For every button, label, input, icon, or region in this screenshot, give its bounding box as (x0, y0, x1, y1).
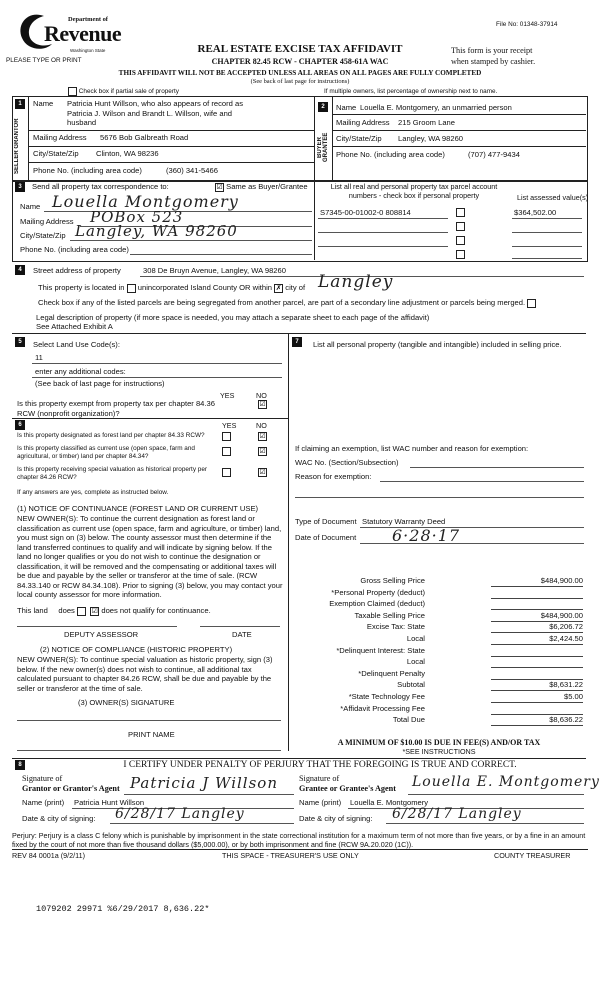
legal-description-label: Legal description of property (if more space is needed, you may attach a separate sheet to each page of the affidavit) (36, 313, 430, 322)
tax-row (295, 599, 585, 611)
tax-row-value[interactable] (491, 646, 583, 657)
located-in-row: This property is located in unincorporated Island County OR within ✗ city of (38, 283, 306, 292)
forest-q3-no[interactable]: ☑ (259, 469, 266, 476)
tax-row-value[interactable] (491, 669, 583, 680)
county-treasurer-label: COUNTY TREASURER (494, 851, 571, 860)
tax-row-label: Subtotal (397, 680, 425, 690)
please-type-label: PLEASE TYPE OR PRINT (6, 57, 82, 64)
corr-mailing-label: Mailing Address (20, 217, 74, 226)
personal-property-label: List all personal property (tangible and intangible) included in selling price. (313, 340, 562, 349)
assessed-value-label: List assessed value(s) (517, 193, 589, 202)
tax-row (295, 576, 585, 588)
no-header-5: NO (256, 391, 267, 400)
tax-row (295, 669, 585, 681)
tax-row (295, 634, 585, 646)
yes-header-5: YES (220, 391, 235, 400)
segregated-row: Check box if any of the listed parcels are being segregated from another parcel, are part of a secondary line adjustment or parcels being merged. (38, 298, 584, 308)
forest-question-2: Is this property classified as current use (open space, farm and agricultural, or timber) land per chapter 84.34? (17, 445, 195, 460)
grantor-name-print[interactable]: Patricia Hunt Willson (74, 798, 145, 807)
deputy-assessor-label: DEPUTY ASSESSOR (64, 630, 139, 639)
tax-row (295, 680, 585, 692)
tax-row-value[interactable] (491, 704, 583, 715)
seller-mailing-value[interactable]: 5676 Bob Galbreath Road (100, 133, 189, 142)
legal-description-value[interactable]: See Attached Exhibit A (36, 322, 113, 331)
receipt-note-1: This form is your receipt (451, 46, 533, 55)
doc-date-handwritten[interactable]: 6·28·17 (392, 526, 461, 545)
corr-mailing-handwritten[interactable]: POBox 523 (90, 208, 184, 226)
buyer-mailing-value[interactable]: 215 Groom Lane (398, 118, 455, 127)
doc-type-value[interactable]: Statutory Warranty Deed (362, 517, 446, 526)
land-use-see-back: (See back of last page for instructions) (35, 379, 165, 388)
qualify-row: This land does ☑ does not qualify for continuance. (17, 606, 211, 615)
correspondence-label: Send all property tax correspondence to: (32, 182, 169, 191)
tax-row-value[interactable]: $8,631.22 (491, 680, 583, 691)
forest-q2-yes[interactable] (222, 447, 231, 456)
land-use-code[interactable]: 11 (35, 353, 43, 362)
yes-header-6: YES (222, 421, 237, 430)
seller-phone-label: Phone No. (including area code) (33, 166, 142, 175)
forest-q1-yes[interactable] (222, 432, 231, 441)
completion-warning: THIS AFFIDAVIT WILL NOT BE ACCEPTED UNLESS ALL AREAS ON ALL PAGES ARE FULLY COMPLETED (118, 69, 482, 77)
buyer-phone-value[interactable]: (707) 477-9434 (468, 150, 520, 159)
no-header-6: NO (256, 421, 267, 430)
street-address-label: Street address of property (33, 266, 121, 275)
grantee-name-print[interactable]: Louella E. Montgomery (350, 798, 429, 807)
tax-row-label: Local (406, 633, 425, 643)
seller-city-label: City/State/Zip (33, 149, 79, 158)
tax-row (295, 657, 585, 669)
parcel-list-header: List all real and personal property tax parcel account numbers - check box if personal property (330, 182, 498, 200)
notice-continuance-title: (1) NOTICE OF CONTINUANCE (FOREST LAND OR CURRENT USE) (17, 504, 259, 513)
tax-row-label: *Delinquent Interest: State (336, 645, 425, 655)
tax-row-value[interactable]: $5.00 (491, 692, 583, 703)
parcel-number-1[interactable]: S7345-00-01002-0 808814 (320, 208, 411, 217)
tax-row-value[interactable]: $8,636.22 (491, 715, 583, 726)
form-title: REAL ESTATE EXCISE TAX AFFIDAVIT (197, 43, 403, 55)
tax-row-label: *Delinquent Penalty (358, 668, 425, 678)
section-8-badge: 8 (15, 760, 25, 770)
forest-question-3: Is this property receiving special valuation as historical property per chapter 84.26 RCW? (17, 466, 208, 481)
seller-name-label: Name (33, 99, 54, 108)
does-not-checkbox[interactable]: ☑ (91, 607, 98, 615)
tax-row-value[interactable]: $484,900.00 (491, 611, 583, 622)
form-chapter: CHAPTER 82.45 RCW - CHAPTER 458-61A WAC (211, 57, 389, 66)
forest-q1-no[interactable]: ☑ (259, 433, 266, 440)
tax-row-label: Gross Selling Price (360, 576, 425, 585)
buyer-city-label: City/State/Zip (336, 134, 382, 143)
additional-codes-label: enter any additional codes: (35, 367, 126, 376)
personal-property-checkbox-2[interactable] (456, 222, 465, 231)
city-of-handwritten[interactable]: Langley (318, 272, 394, 292)
buyer-grantee-label: BUYER GRANTEE (317, 132, 329, 162)
corr-name-label: Name (20, 202, 41, 211)
corr-city-label: City/State/Zip (20, 231, 66, 240)
personal-property-checkbox-4[interactable] (456, 250, 465, 259)
corr-phone-label: Phone No. (including area code) (20, 245, 129, 254)
seller-phone-value[interactable]: (360) 341-5466 (166, 166, 218, 175)
tax-row (295, 588, 585, 600)
street-address-value[interactable]: 308 De Bruyn Avenue, Langley, WA 98260 (143, 266, 286, 275)
buyer-mailing-label: Mailing Address (336, 118, 390, 127)
exempt-question: Is this property exempt from property tax per chapter 84.36 RCW (nonprofit organization)? (17, 399, 215, 418)
dor-logo (14, 10, 124, 54)
exemption-claim-label: If claiming an exemption, list WAC number and reason for exemption: (295, 444, 529, 453)
perjury-certification: I CERTIFY UNDER PENALTY OF PERJURY THAT THE FOREGOING IS TRUE AND CORRECT. (123, 760, 517, 770)
section-5-badge: 5 (15, 337, 25, 347)
any-yes-note: If any answers are yes, complete as instructed below. (17, 489, 169, 496)
seller-grantor-label: SELLER GRANTOR (14, 118, 20, 174)
tax-row (295, 611, 585, 623)
form-revision: REV 84 0001a (9/2/11) (12, 851, 85, 860)
assessed-value-1[interactable]: $364,502.00 (514, 208, 557, 217)
seller-mailing-label: Mailing Address (33, 133, 87, 142)
doc-date-label: Date of Document (295, 533, 357, 542)
grantee-date-city-label: Date & city of signing: (299, 814, 373, 823)
personal-property-checkbox-1[interactable] (456, 208, 465, 217)
seller-name-value[interactable]: Patricia Hunt Willson, who also appears of record as Patricia J. Wilson and Brandt L. Willson, wife and husband (67, 99, 244, 127)
tax-row (295, 704, 585, 716)
tax-row-label: Taxable Selling Price (354, 610, 425, 620)
does-checkbox[interactable] (77, 607, 86, 616)
tax-row-value[interactable]: $6,206.72 (491, 622, 583, 633)
tax-row-value[interactable] (491, 657, 583, 668)
exemption-reason-label: Reason for exemption: (295, 472, 372, 481)
land-use-label: Select Land Use Code(s): (33, 340, 120, 349)
owner-signature-label: (3) OWNER(S) SIGNATURE (78, 698, 175, 707)
notice-compliance-title: (2) NOTICE OF COMPLIANCE (HISTORIC PROPERTY) (40, 645, 233, 654)
tax-row (295, 622, 585, 634)
buyer-phone-label: Phone No. (including area code) (336, 150, 445, 159)
section-7-badge: 7 (292, 337, 302, 347)
receipt-note-2: when stamped by cashier. (451, 57, 536, 66)
print-name-label: PRINT NAME (128, 730, 175, 739)
minimum-fee-note: A MINIMUM OF $10.00 IS DUE IN FEE(S) AND/OR TAX (337, 738, 541, 747)
tax-row-value[interactable] (491, 588, 583, 599)
logo-state-text: Washington State (70, 48, 106, 53)
forest-q3-yes[interactable] (222, 468, 231, 477)
logo-revenue-text: Revenue (44, 21, 122, 46)
grantee-name-print-label: Name (print) (299, 798, 342, 807)
treasurer-space-label: THIS SPACE - TREASURER'S USE ONLY (222, 851, 359, 860)
buyer-name-label: Name (336, 103, 357, 112)
wac-label: WAC No. (Section/Subsection) (295, 458, 399, 467)
tax-row-label: Local (406, 657, 425, 667)
same-as-buyer-checkbox[interactable]: ☑ (216, 183, 223, 191)
multiple-owners-note: If multiple owners, list percentage of ownership next to name. (324, 88, 498, 95)
tax-row-label: Exemption Claimed (deduct) (329, 599, 425, 609)
notice-compliance-body: NEW OWNER(S): To continue special valuation as historic property, sign (3) below. If the new owner(s) does not wish to continue, all additional tax calculated pursuant to chapter 84.26 RCW, shall be due and payable by the seller or transferor at the time of sale. (17, 655, 273, 693)
corr-name-handwritten[interactable]: Louella Montgomery (52, 192, 239, 211)
unincorporated-checkbox[interactable] (127, 284, 136, 293)
tax-row-label: *State Technology Fee (348, 691, 425, 701)
section-4-badge: 4 (15, 265, 25, 275)
section-6-badge: 6 (15, 420, 25, 430)
grantor-signature[interactable]: Patricia J Willson (130, 774, 278, 792)
tax-row-label: Total Due (392, 715, 425, 725)
personal-property-checkbox-3[interactable] (456, 236, 465, 245)
segregated-checkbox[interactable] (527, 299, 536, 308)
section-2-badge: 2 (318, 102, 328, 112)
notice-continuance-body: NEW OWNER(S): To continue the current designation as forest land or classification as current use (open space, farm and agriculture, or timber) land, you must sign on (3) below. The county assessor must then determine if the land transferred continues to qualify and will indicate by signing below. If the land no longer qualifies or you do not wish to continue the designation or classification, it will be removed and the compensating or additional taxes will be due and payable by the seller or transferor at the time of sale. (RCW 84.33.140 or RCW 84.34.108). Prior to signing (3) below, you may contact your local county assessor for more information. (17, 514, 283, 599)
grantor-date-city[interactable]: 6/28/17 Langley (115, 806, 245, 822)
partial-sale-label: Check box if partial sale of property (68, 87, 179, 96)
tax-calculation-table (295, 576, 585, 727)
forest-q2-no[interactable]: ☑ (259, 448, 266, 455)
forest-question-1: Is this property designated as forest land per chapter 84.33 RCW? (17, 432, 205, 439)
tax-row-value[interactable]: $2,424.50 (491, 634, 583, 645)
grantee-signature[interactable]: Louella E. Montgomery (412, 774, 600, 790)
tax-row (295, 692, 585, 704)
tax-row-label: Excise Tax: State (366, 622, 425, 632)
treasurer-receipt-stamp: 1079202 29971 %6/29/2017 8,636.22* (36, 904, 210, 914)
same-as-buyer-option[interactable]: ☑ Same as Buyer/Grantee (216, 182, 308, 191)
exempt-no-checkbox[interactable]: ☑ (259, 401, 266, 408)
corr-city-handwritten[interactable]: Langley, WA 98260 (75, 222, 238, 240)
see-instructions-note: *SEE INSTRUCTIONS (402, 747, 476, 756)
doc-type-label: Type of Document (295, 517, 357, 526)
grantee-sig-label-2: Grantee or Grantee's Agent (299, 784, 396, 793)
tax-row-label: *Affidavit Processing Fee (340, 703, 425, 713)
tax-row (295, 646, 585, 658)
tax-row (295, 715, 585, 727)
see-back-note: (See back of last page for instructions) (250, 78, 350, 85)
grantee-date-city[interactable]: 6/28/17 Langley (392, 806, 522, 822)
seller-city-value[interactable]: Clinton, WA 98236 (96, 149, 159, 158)
grantor-sig-label-1: Signature of (22, 774, 63, 783)
deputy-date-label: DATE (232, 630, 252, 639)
buyer-city-value[interactable]: Langley, WA 98260 (398, 134, 464, 143)
perjury-warning: Perjury: Perjury is a class C felony which is punishable by imprisonment in the state correctional institution for a maximum term of not more than five years, or by a fine in an amount fixed by the court of not more than five thousand dollars ($5,000.00), or by both imprisonment and fine (RCW 9A.20.020 (1C)). (12, 831, 586, 849)
buyer-name-value[interactable]: Louella E. Montgomery, an unmarried person (360, 103, 512, 112)
tax-row-label: *Personal Property (deduct) (331, 587, 425, 597)
grantor-sig-label-2: Grantor or Grantor's Agent (22, 784, 120, 793)
logo-dept-text: Department of (68, 16, 108, 23)
city-of-checkbox[interactable]: ✗ (275, 284, 282, 292)
grantee-sig-label-1: Signature of (299, 774, 340, 783)
section-3-badge: 3 (15, 182, 25, 192)
file-number: File No: 01348-37914 (496, 21, 558, 28)
section-1-badge: 1 (15, 99, 25, 109)
grantor-name-print-label: Name (print) (22, 798, 65, 807)
partial-sale-checkbox[interactable] (68, 87, 77, 96)
tax-row-value[interactable] (491, 599, 583, 610)
grantor-date-city-label: Date & city of signing: (22, 814, 96, 823)
tax-row-value[interactable]: $484,900.00 (491, 576, 583, 587)
